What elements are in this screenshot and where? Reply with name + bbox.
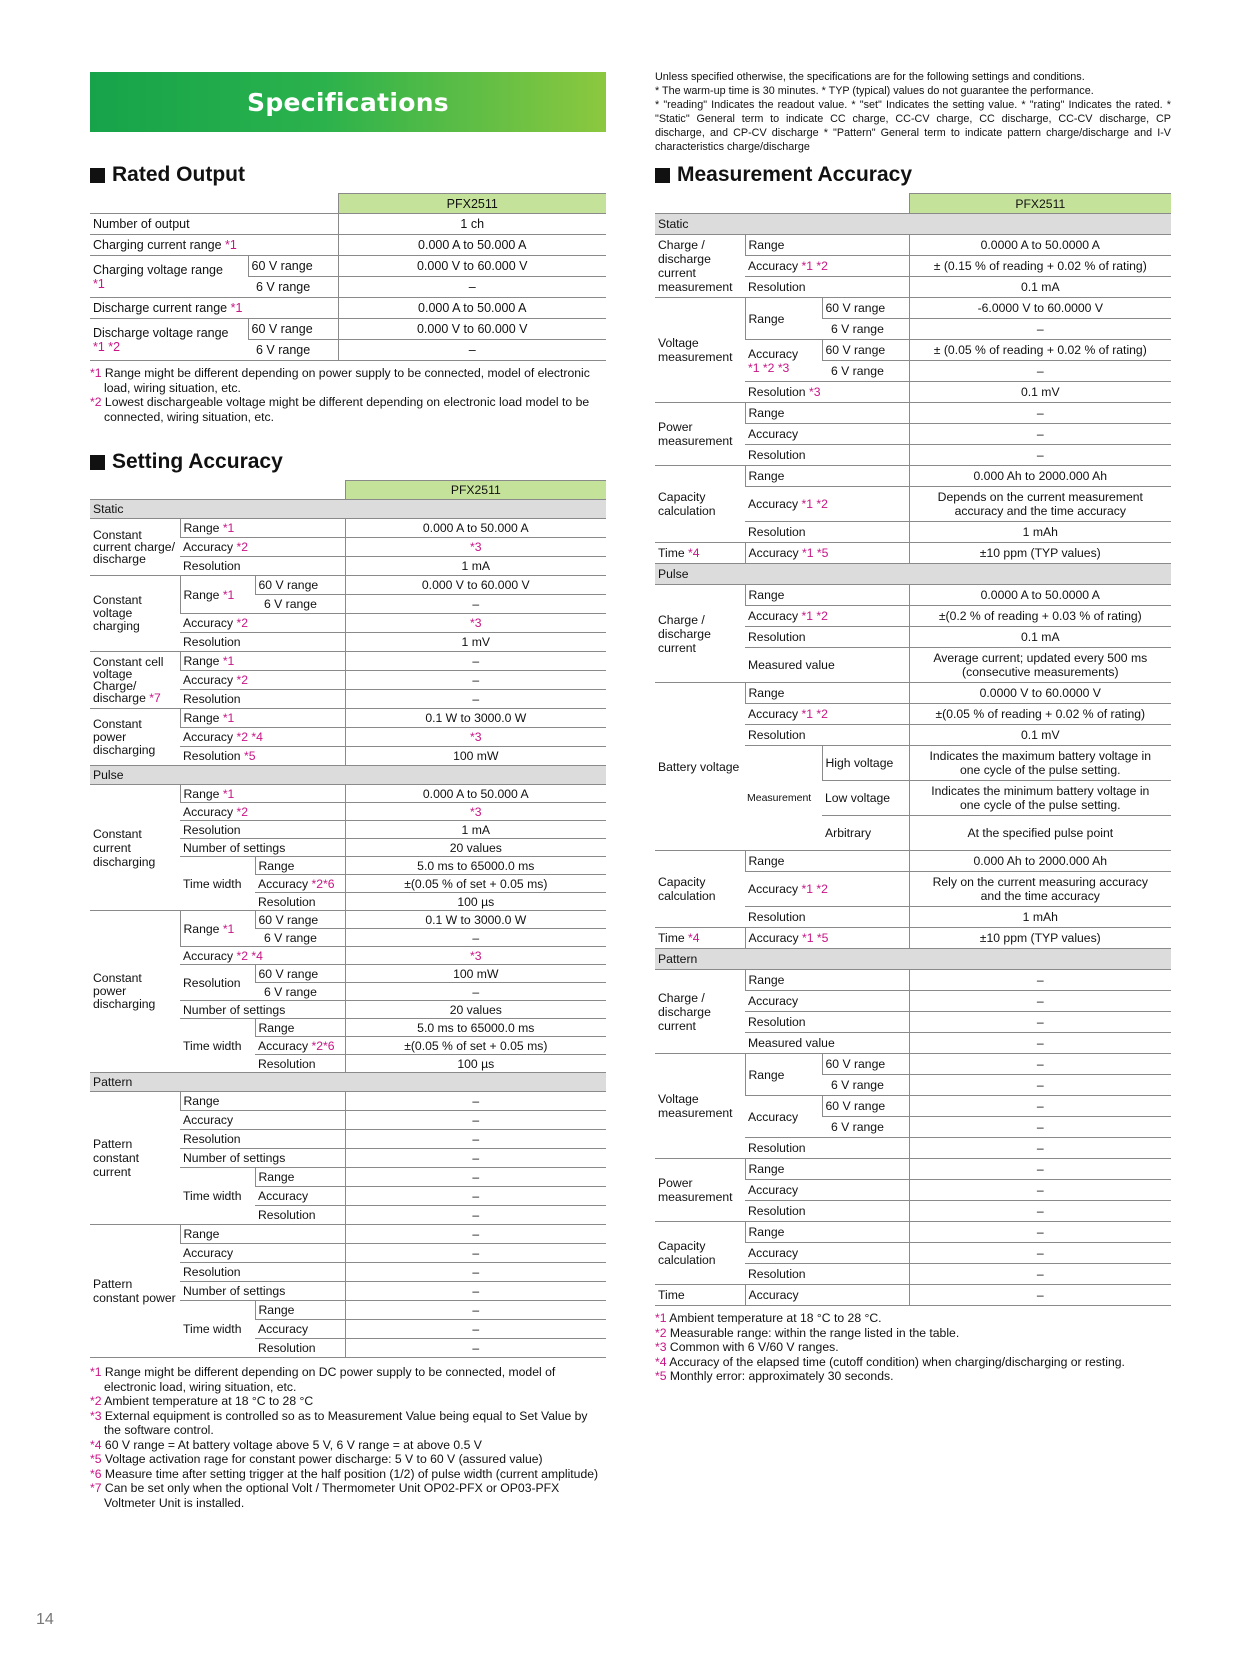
rated-output-heading: Rated Output [90, 163, 245, 187]
table-row: Voltage measurement Range 60 V range -6.0000 V to 60.0000 V [655, 298, 1171, 319]
measurement-accuracy-heading: Measurement Accuracy [655, 163, 912, 187]
table-row: Pattern constant power Range – [90, 1225, 606, 1244]
setting-accuracy-notes [90, 1365, 606, 1510]
table-row: Battery voltage Range 0.0000 V to 60.0000 V [655, 683, 1171, 704]
table-row: Number of settings 20 values [90, 1001, 606, 1019]
table-row: Resolution 100 µs [90, 893, 606, 911]
table-row: Accuracy – [90, 1187, 606, 1206]
setting-accuracy-heading: Setting Accuracy [90, 450, 283, 474]
table-row: Accuracy *2*6 ±(0.05 % of set + 0.05 ms) [90, 875, 606, 893]
footnote: *5 Voltage activation rage for constant power discharge: 5 V to 60 V (assured value) [90, 1452, 543, 1466]
footnote: *4 Accuracy of the elapsed time (cutoff condition) when charging/discharging or resting. [655, 1354, 1125, 1369]
table-row: Accuracy *2 *4 *3 [90, 728, 606, 747]
table-row: Constant cell voltage Charge/ discharge *7 Range *1 – [90, 652, 606, 671]
table-row: Accuracy – [90, 1111, 606, 1130]
table-row: Charge / discharge current Range 0.0000 A to 50.0000 A [655, 585, 1171, 606]
setting-accuracy-table [90, 480, 606, 1358]
table-row: Resolution 1 mA [90, 821, 606, 839]
table-row: Charge / discharge current Range – [655, 970, 1171, 991]
table-row: 6 V range – [655, 1117, 1171, 1138]
measurement-accuracy-table [655, 193, 1171, 1306]
table-row: Pattern constant current Range – [90, 1092, 606, 1111]
table-row: 6 V range – [655, 361, 1171, 382]
conditions-line: * "reading" Indicates the readout value. * "set" Indicates the setting value. * "rating" Indicates the rated. * "Static" General term to indicate CC charge, CC-CV charge, CC discharge, CC-CV discharge, CP discharge, and CP-CV discharge * "Pattern" General term to indicate pattern charge/discharge and I-V characteristics charge/discharge [655, 99, 1171, 153]
table-row: Number of settings – [90, 1282, 606, 1301]
footnote: *2 Lowest dischargeable voltage might be different depending on electronic load model to be connected, wiring situation, etc. [90, 395, 590, 424]
footnote: *2 Measurable range: within the range listed in the table. [655, 1325, 960, 1340]
table-row: Resolution – [655, 1138, 1171, 1159]
table-row: Resolution *5 100 mW [90, 747, 606, 766]
table-row: Accuracy – [655, 1243, 1171, 1264]
table-row: Charging current range *1 0.000 A to 50.000 A [90, 235, 606, 256]
table-row: 6 V range – [90, 983, 606, 1001]
footnote: *3 External equipment is controlled so as to Measurement Value being equal to Set Value by the software control. [90, 1408, 588, 1437]
rated-output-notes [90, 366, 606, 424]
table-row: Accuracy – [655, 424, 1171, 445]
footnote: *3 Common with 6 V/60 V ranges. [655, 1340, 839, 1354]
measurement-accuracy-notes [655, 1311, 1171, 1384]
table-row: Resolution 0.1 mA [655, 277, 1171, 298]
table-row: Power measurement Range – [655, 1159, 1171, 1180]
table-row: Accuracy *2 *3 [90, 803, 606, 821]
table-row: 6 V range – [90, 340, 606, 361]
table-row: Resolution – [655, 1201, 1171, 1222]
table-row: Accuracy *2 *3 [90, 614, 606, 633]
table-row: Accuracy – [655, 1180, 1171, 1201]
rated-output-table [90, 193, 606, 361]
square-bullet-icon [90, 455, 105, 470]
table-row: Resolution 1 mV [90, 633, 606, 652]
table-row: Resolution 100 µs [90, 1055, 606, 1073]
table-row: Resolution – [655, 445, 1171, 466]
table-row: Resolution 0.1 mV [655, 725, 1171, 746]
table-row: Accuracy – [90, 1244, 606, 1263]
table-header-row [90, 194, 606, 214]
table-row: Arbitrary At the specified pulse point [655, 816, 1171, 851]
table-row: 6 V range – [655, 319, 1171, 340]
table-row: 6 V range – [90, 595, 606, 614]
table-row: Voltage measurement Range 60 V range – [655, 1054, 1171, 1075]
table-row: Number of settings – [90, 1149, 606, 1168]
footnote: *5 Monthly error: approximately 30 seconds. [655, 1369, 894, 1383]
table-row: Capacity calculation Range 0.000 Ah to 2000.000 Ah [655, 851, 1171, 872]
table-row: Resolution 0.1 mA [655, 627, 1171, 648]
footnote: *7 Can be set only when the optional Volt / Thermometer Unit OP02-PFX or OP03-PFX Voltmeter Unit is installed. [90, 1481, 560, 1510]
page-title: Specifications [247, 87, 449, 117]
table-row: Number of output 1 ch [90, 214, 606, 235]
table-header-row [90, 481, 606, 500]
group-row-pulse: Pulse [90, 766, 606, 785]
table-row: Charge / discharge current measurement Range 0.0000 A to 50.0000 A [655, 235, 1171, 256]
table-row: Accuracy *1 *2 ± (0.15 % of reading + 0.02 % of rating) [655, 256, 1171, 277]
group-row-pulse: Pulse [655, 564, 1171, 585]
table-row: Time width Range 5.0 ms to 65000.0 ms [90, 1019, 606, 1037]
table-row: Resolution – [655, 1264, 1171, 1285]
table-row: Resolution 1 mA [90, 557, 606, 576]
footnote: *1 Range might be different depending on power supply to be connected, model of electronic load, wiring situation, etc. [90, 366, 590, 395]
table-row: Accuracy *2 – [90, 671, 606, 690]
table-row: Constant voltage charging Range *1 60 V range 0.000 V to 60.000 V [90, 576, 606, 595]
table-row: Low voltage Indicates the minimum battery voltage in one cycle of the pulse setting. [655, 781, 1171, 816]
table-row: Accuracy *1 *2 Depends on the current measurement accuracy and the time accuracy [655, 487, 1171, 522]
table-row: Accuracy *1 *2 ±(0.2 % of reading + 0.03 % of rating) [655, 606, 1171, 627]
table-row: Discharge current range *1 0.000 A to 50.000 A [90, 298, 606, 319]
square-bullet-icon [90, 168, 105, 183]
table-row: Charging voltage range *1 60 V range 0.000 V to 60.000 V [90, 256, 606, 277]
table-row: Accuracy *2 *4 *3 [90, 947, 606, 965]
table-row: Measurement High voltage Indicates the maximum battery voltage in one cycle of the pulse setting. [655, 746, 1171, 781]
table-row: Accuracy 60 V range – [655, 1096, 1171, 1117]
table-row: Constant power discharging Range *1 0.1 W to 3000.0 W [90, 709, 606, 728]
conditions-text [655, 70, 1171, 154]
table-row: Time *4 Accuracy *1 *5 ±10 ppm (TYP values) [655, 928, 1171, 949]
table-row: 6 V range – [90, 929, 606, 947]
table-row: Accuracy – [655, 991, 1171, 1012]
table-row: Accuracy *1 *2 Rely on the current measuring accuracy and the time accuracy [655, 872, 1171, 907]
table-row: Measured value Average current; updated every 500 ms (consecutive measurements) [655, 648, 1171, 683]
group-row-pattern: Pattern [90, 1073, 606, 1092]
table-row: Constant current charge/ discharge Range *1 0.000 A to 50.000 A [90, 519, 606, 538]
table-row: Constant power discharging Range *1 60 V range 0.1 W to 3000.0 W [90, 911, 606, 929]
specifications-banner [90, 72, 606, 132]
table-row: Resolution – [90, 1339, 606, 1358]
table-row: Capacity calculation Range 0.000 Ah to 2000.000 Ah [655, 466, 1171, 487]
footnote: *4 60 V range = At battery voltage above 5 V, 6 V range = at above 0.5 V [90, 1437, 482, 1452]
footnote: *1 Ambient temperature at 18 °C to 28 °C. [655, 1311, 882, 1325]
table-row: Resolution 1 mAh [655, 907, 1171, 928]
table-row: 6 V range – [655, 1075, 1171, 1096]
model-header: PFX2511 [338, 194, 606, 214]
table-row: Resolution 60 V range 100 mW [90, 965, 606, 983]
model-header: PFX2511 [345, 481, 606, 500]
table-row: Resolution – [90, 690, 606, 709]
group-row-static: Static [90, 500, 606, 519]
table-row: Resolution – [90, 1263, 606, 1282]
conditions-intro: Unless specified otherwise, the specifications are for the following settings and conditions. [655, 71, 1085, 83]
table-row: Accuracy *1 *2 ±(0.05 % of reading + 0.02 % of rating) [655, 704, 1171, 725]
table-row: Capacity calculation Range – [655, 1222, 1171, 1243]
conditions-line: * The warm-up time is 30 minutes. * TYP (typical) values do not guarantee the performance. [655, 85, 1094, 97]
table-row: Accuracy *2 *3 [90, 538, 606, 557]
table-row: Constant current discharging Range *1 0.000 A to 50.000 A [90, 785, 606, 803]
model-header: PFX2511 [909, 194, 1171, 214]
table-row: Number of settings 20 values [90, 839, 606, 857]
page-number: 14 [36, 1611, 54, 1628]
table-row: 6 V range – [90, 277, 606, 298]
table-row: Resolution 1 mAh [655, 522, 1171, 543]
table-row: Time width Range – [90, 1301, 606, 1320]
table-row: Resolution – [90, 1206, 606, 1225]
group-row-static: Static [655, 214, 1171, 235]
table-row: Time Accuracy – [655, 1285, 1171, 1306]
square-bullet-icon [655, 168, 670, 183]
table-row: Accuracy – [90, 1320, 606, 1339]
table-row: Power measurement Range – [655, 403, 1171, 424]
table-row: Time width Range – [90, 1168, 606, 1187]
table-header-row [655, 194, 1171, 214]
footnote: *6 Measure time after setting trigger at the half position (1/2) of pulse width (current amplitude) [90, 1466, 599, 1481]
table-row: Measured value – [655, 1033, 1171, 1054]
table-row: Time *4 Accuracy *1 *5 ±10 ppm (TYP values) [655, 543, 1171, 564]
table-row: Resolution – [90, 1130, 606, 1149]
table-row: Resolution *3 0.1 mV [655, 382, 1171, 403]
table-row: Time width Range 5.0 ms to 65000.0 ms [90, 857, 606, 875]
footnote: *2 Ambient temperature at 18 °C to 28 °C [90, 1394, 314, 1408]
table-row: Discharge voltage range *1 *2 60 V range 0.000 V to 60.000 V [90, 319, 606, 340]
group-row-pattern: Pattern [655, 949, 1171, 970]
table-row: Accuracy *1 *2 *3 60 V range ± (0.05 % of reading + 0.02 % of rating) [655, 340, 1171, 361]
table-row: Resolution – [655, 1012, 1171, 1033]
footnote: *1 Range might be different depending on DC power supply to be connected, model of electronic load, wiring situation, etc. [90, 1365, 556, 1394]
table-row: Accuracy *2*6 ±(0.05 % of set + 0.05 ms) [90, 1037, 606, 1055]
